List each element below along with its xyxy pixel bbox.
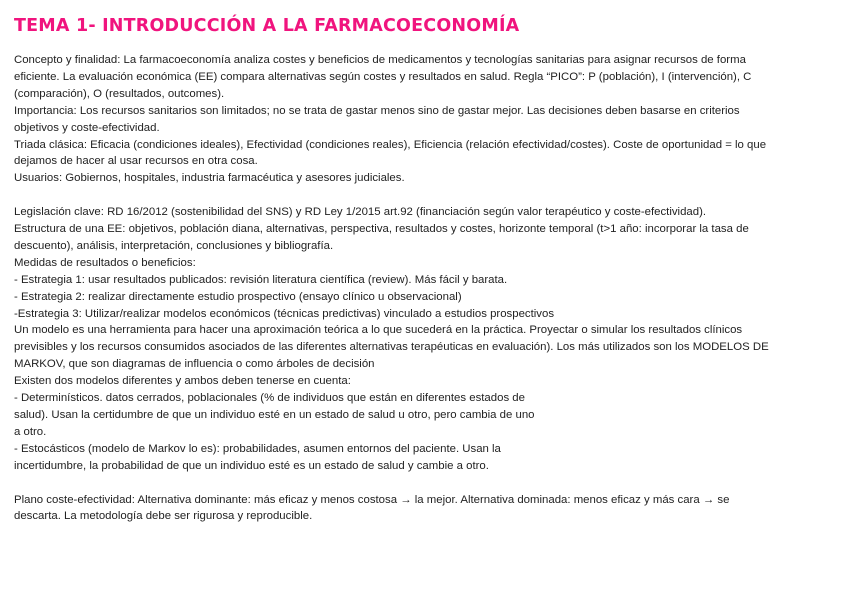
medidas-line: Medidas de resultados o beneficios: bbox=[14, 256, 196, 269]
plano-line-1: Plano coste-efectividad: Alternativa dominante: más eficaz y menos costosa → la mejor. Alternativa dominada: menos eficaz y más cara → se bbox=[14, 493, 730, 506]
estrategia-1-line: - Estrategia 1: usar resultados publicados: revisión literatura científica (review). Más fácil y barata. bbox=[14, 273, 508, 286]
legislacion-line: Legislación clave: RD 16/2012 (sostenibilidad del SNS) y RD Ley 1/2015 art.92 (financiación según valor terapéutico y coste-efectividad). bbox=[14, 206, 707, 219]
estructura-line-1: Estructura de una EE: objetivos, población diana, alternativas, perspectiva, resultados y costes, horizonte temporal (t>1 año: incorporar la tasa de bbox=[14, 223, 749, 236]
concepto-line-1: Concepto y finalidad: La farmacoeconomía analiza costes y beneficios de medicamentos y tecnologías sanitarias para asignar recursos de forma bbox=[14, 54, 746, 66]
estructura-line-2: descuento), análisis, interpretación, conclusiones y bibliografía. bbox=[14, 239, 334, 252]
document-body bbox=[14, 52, 836, 525]
triada-line-1: Triada clásica: Eficacia (condiciones ideales), Efectividad (condiciones reales), Eficiencia (relación efectividad/costes). Coste de oportunidad = lo que bbox=[14, 138, 767, 151]
paragraph-gap bbox=[14, 475, 836, 492]
concepto-line-2: eficiente. La evaluación económica (EE) compara alternativas según costes y resultados en salud. Regla “PICO”: P (población), I (intervención), C bbox=[14, 70, 752, 83]
existen-line: Existen dos modelos diferentes y ambos deben tenerse en cuenta: bbox=[14, 375, 351, 388]
importancia-line-2: objetivos y coste-efectividad. bbox=[14, 121, 160, 134]
estocasticos-line-1: - Estocásticos (modelo de Markov lo es): probabilidades, asumen entornos del paciente. Usan la bbox=[14, 442, 501, 455]
concepto-line-3: (comparación), O (resultados, outcomes). bbox=[14, 87, 225, 100]
modelo-line-3: MARKOV, que son diagramas de influencia o como árboles de decisión bbox=[14, 358, 375, 371]
deterministicos-line-2: salud). Usan la certidumbre de que un individuo esté en un estado de salud u otro, pero cambia de uno bbox=[14, 409, 535, 422]
modelo-line-1: Un modelo es una herramienta para hacer una aproximación teórica a lo que sucederá en la práctica. Proyectar o simular los resultados clínicos bbox=[14, 324, 743, 337]
deterministicos-line-3: a otro. bbox=[14, 425, 47, 438]
estrategia-3-line: -Estrategia 3: Utilizar/realizar modelos económicos (técnicas predictivas) vinculado a estudios prospectivos bbox=[14, 307, 555, 320]
deterministicos-line-1: - Determinísticos. datos cerrados, poblacionales (% de individuos que están en diferentes estados de bbox=[14, 392, 525, 405]
usuarios-line: Usuarios: Gobiernos, hospitales, industria farmacéutica y asesores judiciales. bbox=[14, 172, 405, 185]
modelo-line-2: previsibles y los recursos consumidos asociados de las diferentes alternativas terapéuticas en evaluación). Los más utilizados son los MODELOS DE bbox=[14, 341, 769, 354]
page-title: TEMA 1- INTRODUCCIÓN A LA FARMACOECONOMÍA bbox=[14, 16, 520, 36]
estocasticos-line-2: incertidumbre, la probabilidad de que un individuo esté es un estado de salud y cambie a otro. bbox=[14, 459, 489, 472]
plano-line-2: descarta. La metodología debe ser rigurosa y reproducible. bbox=[14, 510, 313, 523]
importancia-line-1: Importancia: Los recursos sanitarios son limitados; no se trata de gastar menos sino de gastar mejor. Las decisiones deben basarse en criterios bbox=[14, 104, 740, 117]
paragraph-gap bbox=[14, 187, 836, 204]
triada-line-2: dejamos de hacer al usar recursos en otra cosa. bbox=[14, 155, 258, 168]
estrategia-2-line: - Estrategia 2: realizar directamente estudio prospectivo (ensayo clínico u observacional) bbox=[14, 290, 462, 303]
